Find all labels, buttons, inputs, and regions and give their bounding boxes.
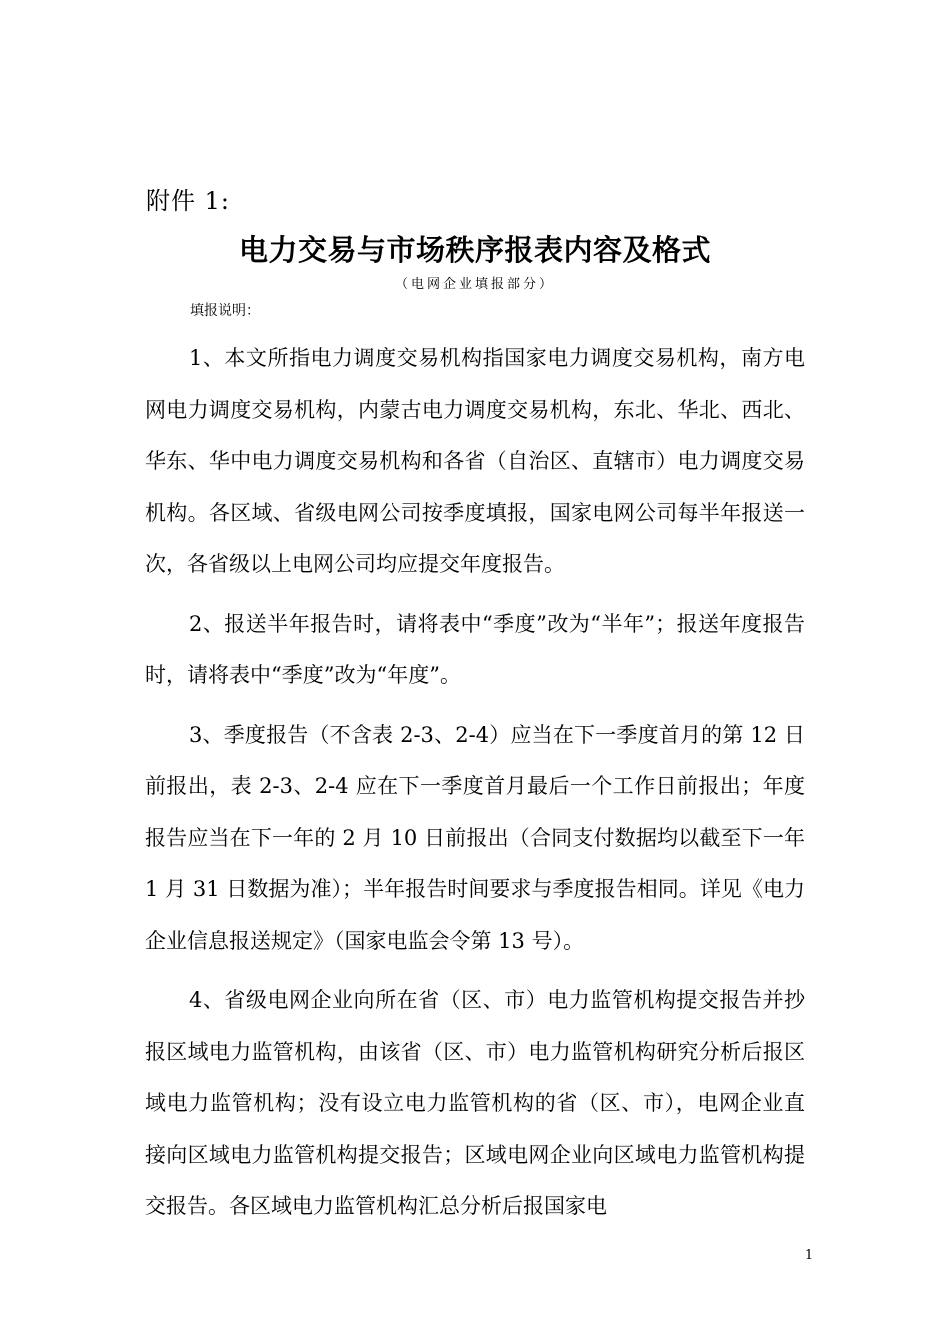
document-subtitle: （电网企业填报部分） xyxy=(394,277,555,292)
attachment-label: 附件 1: xyxy=(146,187,230,215)
paragraph-2: 2、报送半年报告时，请将表中“季度”改为“半年”；报送年度报告时，请将表中“季度”改为“年度”。 xyxy=(145,611,805,687)
paragraph-1: 1、本文所指电力调度交易机构指国家电力调度交易机构，南方电网电力调度交易机构，内蒙古电力调度交易机构，东北、华北、西北、华东、华中电力调度交易机构和各省（自治区、直辖市）电力调度交易机构。各区域、省级电网公司按季度填报，国家电网公司每半年报送一次，各省级以上电网公司均应提交年度报告。 xyxy=(145,346,805,576)
instructions-heading: 填报说明： xyxy=(190,303,260,319)
paragraph-3: 3、季度报告（不含表 2-3、2-4）应当在下一季度首月的第 12 日前报出，表 2-3、2-4 应在下一季度首月最后一个工作日前报出；年度报告应当在下一年的 2 月 10 日前报出（合同支付数据均以截至下一年 1 月 31 日数据为准）；半年报告时间要求与季度报告相同。详见《电力企业信息报送规定》（国家电监会令第 13 号）。 xyxy=(145,722,805,953)
instructions-body xyxy=(145,333,805,1233)
paragraph-4: 4、省级电网企业向所在省（区、市）电力监管机构提交报告并抄报区域电力监管机构，由该省（区、市）电力监管机构研究分析后报区域电力监管机构；没有设立电力监管机构的省（区、市），电网企业直接向区域电力监管机构提交报告；区域电网企业向区域电力监管机构提交报告。各区域电力监管机构汇总分析后报国家电 xyxy=(145,988,805,1218)
document-title: 电力交易与市场秩序报表内容及格式 xyxy=(238,233,711,267)
page-number: 1 xyxy=(804,1248,814,1263)
